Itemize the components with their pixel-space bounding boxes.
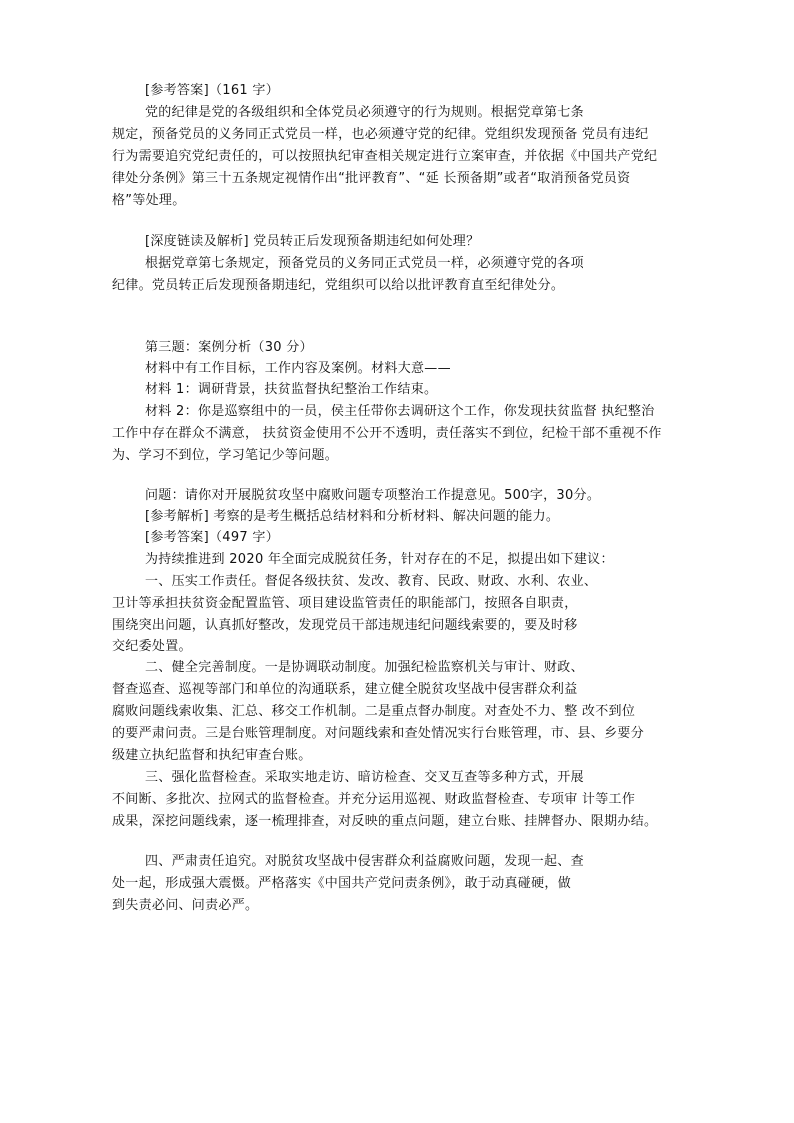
paragraph-line: 材料中有工作目标，工作内容及案例。材料大意—— — [145, 361, 451, 376]
paragraph-line: 为、学习不到位，学习笔记少等问题。 — [112, 448, 339, 463]
answer-label: [参考答案]（497 字） — [145, 530, 279, 545]
paragraph-line: 交纪委处置。 — [112, 639, 192, 654]
paragraph-line: 根据党章第七条规定，预备党员的义务同正式党员一样，必须遵守党的各项 — [145, 256, 584, 271]
paragraph-line: 卫计等承担扶贫资金配置监管、项目建设监管责任的职能部门，按照各自职责， — [112, 596, 578, 611]
paragraph-line: 成果，深挖问题线索，逐一梳理排查，对反映的重点问题，建立台账、挂牌督办、限期办结。 — [112, 814, 658, 829]
paragraph-line: 材料 1：调研背景，扶贫监督执纪整治工作结束。 — [145, 382, 438, 397]
question-line: 问题：请你对开展脱贫攻坚中腐败问题专项整治工作提意见。500字，30分。 — [145, 488, 601, 503]
section-heading: 第三题：案例分析（30 分） — [145, 340, 313, 355]
paragraph-line: 规定，预备党员的义务同正式党员一样，也必须遵守党的纪律。党组织发现预备 党员有违纪 — [112, 127, 649, 142]
analysis-line: [参考解析] 考察的是考生概括总结材料和分析材料、解决问题的能力。 — [145, 509, 560, 524]
paragraph-line: 督查巡查、巡视等部门和单位的沟通联系，建立健全脱贫攻坚战中侵害群众利益 — [112, 682, 578, 697]
paragraph-line: 律处分条例》第三十五条规定视情作出“批评教育”、“延 长预备期”或者“取消预备党员资 — [112, 171, 631, 186]
paragraph-line: 的要严肃问责。三是台账管理制度。对问题线索和查处情况实行台账管理，市、县、乡要分 — [112, 726, 645, 741]
paragraph-line: 三、强化监督检查。采取实地走访、暗访检查、交叉互查等多种方式，开展 — [145, 770, 584, 785]
paragraph-line: 级建立执纪监督和执纪审查台账。 — [112, 748, 312, 763]
paragraph-line: 材料 2：你是巡察组中的一员，侯主任带你去调研这个工作，你发现扶贫监督 执纪整治 — [145, 404, 655, 419]
paragraph-line: 腐败问题线索收集、汇总、移交工作机制。二是重点督办制度。对查处不力、整 改不到位 — [112, 704, 636, 719]
paragraph-line: 党的纪律是党的各级组织和全体党员必须遵守的行为规则。根据党章第七条 — [145, 105, 584, 120]
paragraph-line: 行为需要追究党纪责任的，可以按照执纪审查相关规定进行立案审查，并依据《中国共产党纪 — [112, 149, 658, 164]
paragraph-line: 不间断、多批次、拉网式的监督检查。并充分运用巡视、财政监督检查、专项审 计等工作 — [112, 792, 636, 807]
paragraph-line: 四、严肃责任追究。对脱贫攻坚战中侵害群众利益腐败问题，发现一起、查 — [145, 854, 584, 869]
paragraph-line: 格”等处理。 — [112, 193, 186, 208]
paragraph-line: 到失责必问、问责必严。 — [112, 898, 259, 913]
paragraph-line: 二、健全完善制度。一是协调联动制度。加强纪检监察机关与审计、财政、 — [145, 660, 584, 675]
paragraph-line: 纪律。党员转正后发现预备期违纪，党组织可以给以批评教育直至纪律处分。 — [112, 278, 565, 293]
paragraph-line: 处一起，形成强大震慑。严格落实《中国共产党问责条例》，敢于动真碰硬，做 — [112, 876, 572, 891]
section-heading: [深度链读及解析] 党员转正后发现预备期违纪如何处理？ — [145, 234, 480, 249]
paragraph-line: 围绕突出问题，认真抓好整改，发现党员干部违规违纪问题线索要的，要及时移 — [112, 618, 578, 633]
paragraph-line: 工作中存在群众不满意， 扶贫资金使用不公开不透明，责任落实不到位，纪检干部不重视不作 — [112, 426, 662, 441]
answer-label: [参考答案]（161 字） — [145, 83, 279, 98]
paragraph-line: 一、压实工作责任。督促各级扶贫、发改、教育、民政、财政、水利、农业、 — [145, 574, 598, 589]
paragraph-line: 为持续推进到 2020 年全面完成脱贫任务，针对存在的不足，拟提出如下建议： — [145, 552, 614, 567]
